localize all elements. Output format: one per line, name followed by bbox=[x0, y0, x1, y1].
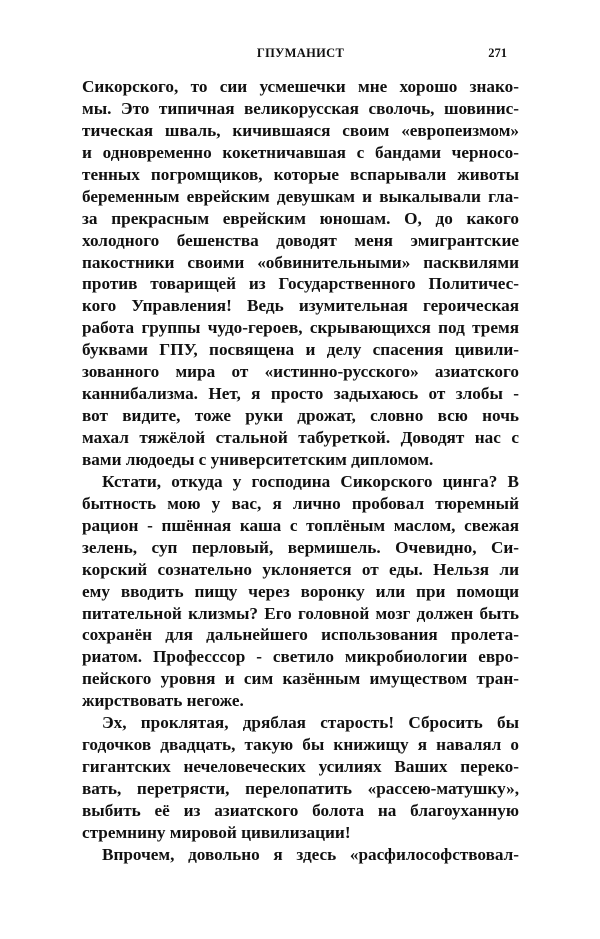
text-line: буквами ГПУ, посвящена и делу спасения цивили- bbox=[82, 340, 519, 360]
text-line: работа группы чудо-героев, скрывающихся под тремя bbox=[82, 318, 519, 338]
text-line: холодного бешенства доводят меня эмигрантские bbox=[82, 230, 519, 250]
text-line: выбить её из азиатского болота на благоуханную bbox=[82, 800, 519, 820]
text-line: махал тяжёлой стальной табуреткой. Доводят нас с bbox=[82, 428, 519, 447]
text-line: кого Управления! Ведь изумительная героическая bbox=[82, 296, 519, 316]
text-line: вот видите, тоже руки дрожат, словно всю ночь bbox=[82, 406, 519, 426]
text-line: жирствовать негоже. bbox=[82, 691, 244, 711]
paragraph bbox=[82, 471, 519, 712]
text-line: пакостники своими «обвинительными» пасквилями bbox=[82, 252, 519, 272]
page-number: 271 bbox=[488, 46, 507, 60]
text-line: беременным еврейским девушкам и выкалывали гла- bbox=[82, 186, 519, 206]
text-line: ему вводить пищу через воронку или при помощи bbox=[82, 581, 519, 601]
text-line: вать, перетрясти, перелопатить «рассею-матушку», bbox=[82, 779, 519, 798]
text-line: рацион - пшённая каша с топлёным маслом, свежая bbox=[82, 515, 519, 535]
text-line: мы. Это типичная великорусская сволочь, шовинис- bbox=[82, 98, 519, 118]
text-line: Эх, проклятая, дряблая старость! Сбросить бы bbox=[102, 713, 519, 733]
text-line: гигантских нечеловеческих усилиях Ваших переко- bbox=[82, 757, 519, 777]
paragraph bbox=[82, 76, 519, 471]
text-line: годочков двадцать, такую бы книжищу я навалял о bbox=[82, 735, 519, 755]
text-line: за прекрасным еврейским юношам. О, до какого bbox=[82, 208, 519, 228]
text-line: питательной клизмы? Его головной мозг должен быть bbox=[82, 603, 519, 623]
paragraph bbox=[82, 712, 519, 844]
text-line: и одновременно кокетничавшая с бандами черносо- bbox=[82, 142, 519, 162]
text-line: Кстати, откуда у господина Сикорского цинга? В bbox=[102, 471, 519, 491]
text-line: зелень, суп перловый, вермишель. Очевидно, Си- bbox=[82, 537, 519, 557]
text-line: Сикорского, то сии усмешечки мне хорошо знако- bbox=[82, 77, 519, 96]
text-line: пейского уровня и сим казённым имуществом тран- bbox=[82, 669, 519, 689]
running-head-title: ГПУМАНИСТ bbox=[256, 46, 345, 60]
body-text bbox=[82, 76, 519, 866]
text-line: против товарищей из Государственного Политичес- bbox=[82, 274, 519, 294]
text-line: стремнину мировой цивилизации! bbox=[82, 822, 351, 842]
text-line: тическая шваль, кичившаяся своим «европеизмом» bbox=[82, 120, 519, 140]
text-line: корский сознательно уклоняется от еды. Нельзя ли bbox=[82, 559, 519, 579]
text-line: каннибализма. Нет, я просто задыхаюсь от злобы - bbox=[82, 384, 519, 404]
text-line: риатом. Професссор - светило микробиологии евро- bbox=[82, 647, 519, 667]
text-line: зованного мира от «истинно-русского» азиатского bbox=[82, 362, 519, 382]
paragraph bbox=[82, 844, 519, 866]
text-line: тенных погромщиков, которые вспарывали животы bbox=[82, 164, 519, 184]
running-head bbox=[82, 46, 519, 64]
text-line: бытность мою у вас, я лично пробовал тюремный bbox=[82, 493, 519, 513]
text-line: Впрочем, довольно я здесь «расфилософствовал- bbox=[102, 844, 519, 864]
text-line: вами людоеды с университетским дипломом. bbox=[82, 449, 434, 469]
text-line: сохранён для дальнейшего использования пролета- bbox=[82, 625, 519, 645]
